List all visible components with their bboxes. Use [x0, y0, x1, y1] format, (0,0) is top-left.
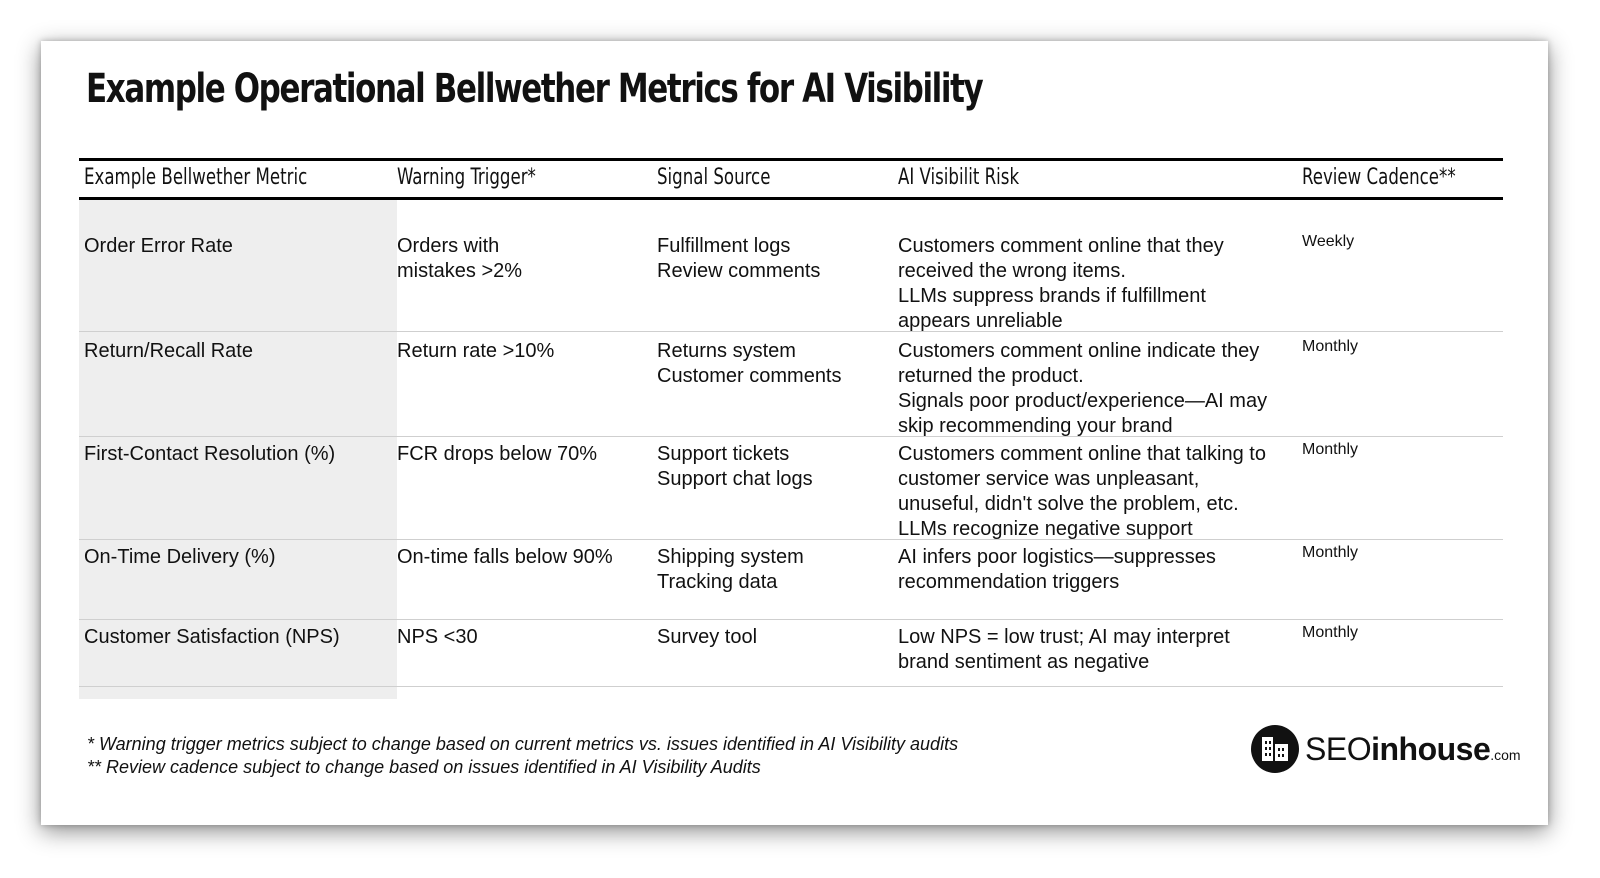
cell-risk-line: customer service was unpleasant, — [898, 468, 1200, 490]
cell-source-line: Support chat logs — [657, 468, 813, 490]
cell-metric-line: First-Contact Resolution (%) — [84, 443, 336, 465]
cell-metric — [84, 625, 340, 650]
cell-risk-line: LLMs recognize negative support — [898, 518, 1193, 540]
cell-risk — [898, 625, 1230, 675]
cell-risk-line: Customers comment online that they — [898, 235, 1224, 257]
metrics-table — [79, 158, 1503, 673]
cell-risk-line: unuseful, didn't solve the problem, etc. — [898, 493, 1239, 515]
cell-source-line: Survey tool — [657, 626, 758, 648]
footnotes — [87, 733, 958, 779]
cell-trigger-line: FCR drops below 70% — [397, 443, 598, 465]
cell-risk — [898, 339, 1267, 439]
cell-risk-line: Customers comment online indicate they — [898, 340, 1260, 362]
cell-risk-line: brand sentiment as negative — [898, 651, 1150, 673]
cell-source — [657, 545, 804, 595]
table-row — [79, 331, 1503, 437]
table-header — [79, 158, 1503, 200]
cell-trigger — [397, 234, 522, 284]
cell-risk-line: returned the product. — [898, 365, 1084, 387]
footnote-cadence: ** Review cadence subject to change based on issues identified in AI Visibility Audits — [87, 757, 761, 777]
cell-metric-line: Order Error Rate — [84, 235, 233, 257]
cell-risk — [898, 442, 1266, 542]
cell-risk — [898, 545, 1216, 595]
cell-source — [657, 339, 842, 389]
cell-source-line: Review comments — [657, 260, 821, 282]
footnote-trigger: * Warning trigger metrics subject to change based on current metrics vs. issues identified in AI Visibility audits — [87, 734, 959, 754]
brand-bold: inhouse — [1371, 731, 1491, 767]
table-row — [79, 619, 1503, 687]
cell-metric-line: Return/Recall Rate — [84, 340, 253, 362]
header-trigger: Warning Trigger* — [397, 165, 536, 190]
cell-risk-line: AI infers poor logistics—suppresses — [898, 546, 1216, 568]
cell-metric — [84, 545, 276, 570]
cell-risk-line: Signals poor product/experience—AI may — [898, 390, 1268, 412]
cell-source-line: Returns system — [657, 340, 796, 362]
building-icon — [1251, 725, 1299, 773]
cell-trigger — [397, 625, 478, 650]
cell-risk-line: Low NPS = low trust; AI may interpret — [898, 626, 1230, 648]
header-cadence: Review Cadence** — [1302, 165, 1456, 190]
cell-cadence: Monthly — [1302, 441, 1359, 458]
cell-metric — [84, 442, 335, 467]
cell-source — [657, 625, 757, 650]
cell-source-line: Customer comments — [657, 365, 842, 387]
table-row — [79, 200, 1503, 332]
brand-logo — [1251, 725, 1521, 777]
cell-metric — [84, 234, 233, 259]
cell-source-line: Support tickets — [657, 443, 790, 465]
cell-source-line: Shipping system — [657, 546, 804, 568]
cell-risk-line: skip recommending your brand — [898, 415, 1173, 437]
cell-trigger-line: mistakes >2% — [397, 260, 523, 282]
cell-trigger-line: NPS <30 — [397, 626, 478, 648]
cell-cadence: Weekly — [1302, 233, 1355, 250]
cell-risk-line: LLMs suppress brands if fulfillment — [898, 285, 1206, 307]
cell-cadence: Monthly — [1302, 624, 1359, 641]
header-risk: AI Visibilit Risk — [898, 165, 1020, 190]
cell-source-line: Tracking data — [657, 571, 778, 593]
cell-cadence: Monthly — [1302, 544, 1359, 561]
cell-trigger-line: Return rate >10% — [397, 340, 555, 362]
brand-wordmark — [1305, 731, 1521, 768]
brand-regular: SEO — [1305, 731, 1372, 767]
cell-metric — [84, 339, 253, 364]
cell-risk-line: received the wrong items. — [898, 260, 1126, 282]
cell-trigger-line: On-time falls below 90% — [397, 546, 613, 568]
table-row — [79, 539, 1503, 620]
header-source: Signal Source — [657, 165, 771, 190]
cell-risk-line: recommendation triggers — [898, 571, 1120, 593]
brand-suffix: .com — [1490, 747, 1521, 763]
cell-risk-line: appears unreliable — [898, 310, 1063, 332]
cell-cadence: Monthly — [1302, 338, 1359, 355]
header-metric: Example Bellwether Metric — [84, 165, 308, 190]
cell-source — [657, 234, 820, 284]
cell-metric-line: Customer Satisfaction (NPS) — [84, 626, 340, 648]
cell-source — [657, 442, 813, 492]
table-row — [79, 436, 1503, 540]
cell-metric-line: On-Time Delivery (%) — [84, 546, 276, 568]
cell-trigger — [397, 545, 613, 570]
cell-risk — [898, 234, 1224, 334]
cell-trigger — [397, 339, 554, 364]
cell-trigger-line: Orders with — [397, 235, 500, 257]
cell-source-line: Fulfillment logs — [657, 235, 791, 257]
cell-risk-line: Customers comment online that talking to — [898, 443, 1266, 465]
page-title: Example Operational Bellwether Metrics for AI Visibility — [86, 66, 983, 112]
cell-trigger — [397, 442, 597, 467]
